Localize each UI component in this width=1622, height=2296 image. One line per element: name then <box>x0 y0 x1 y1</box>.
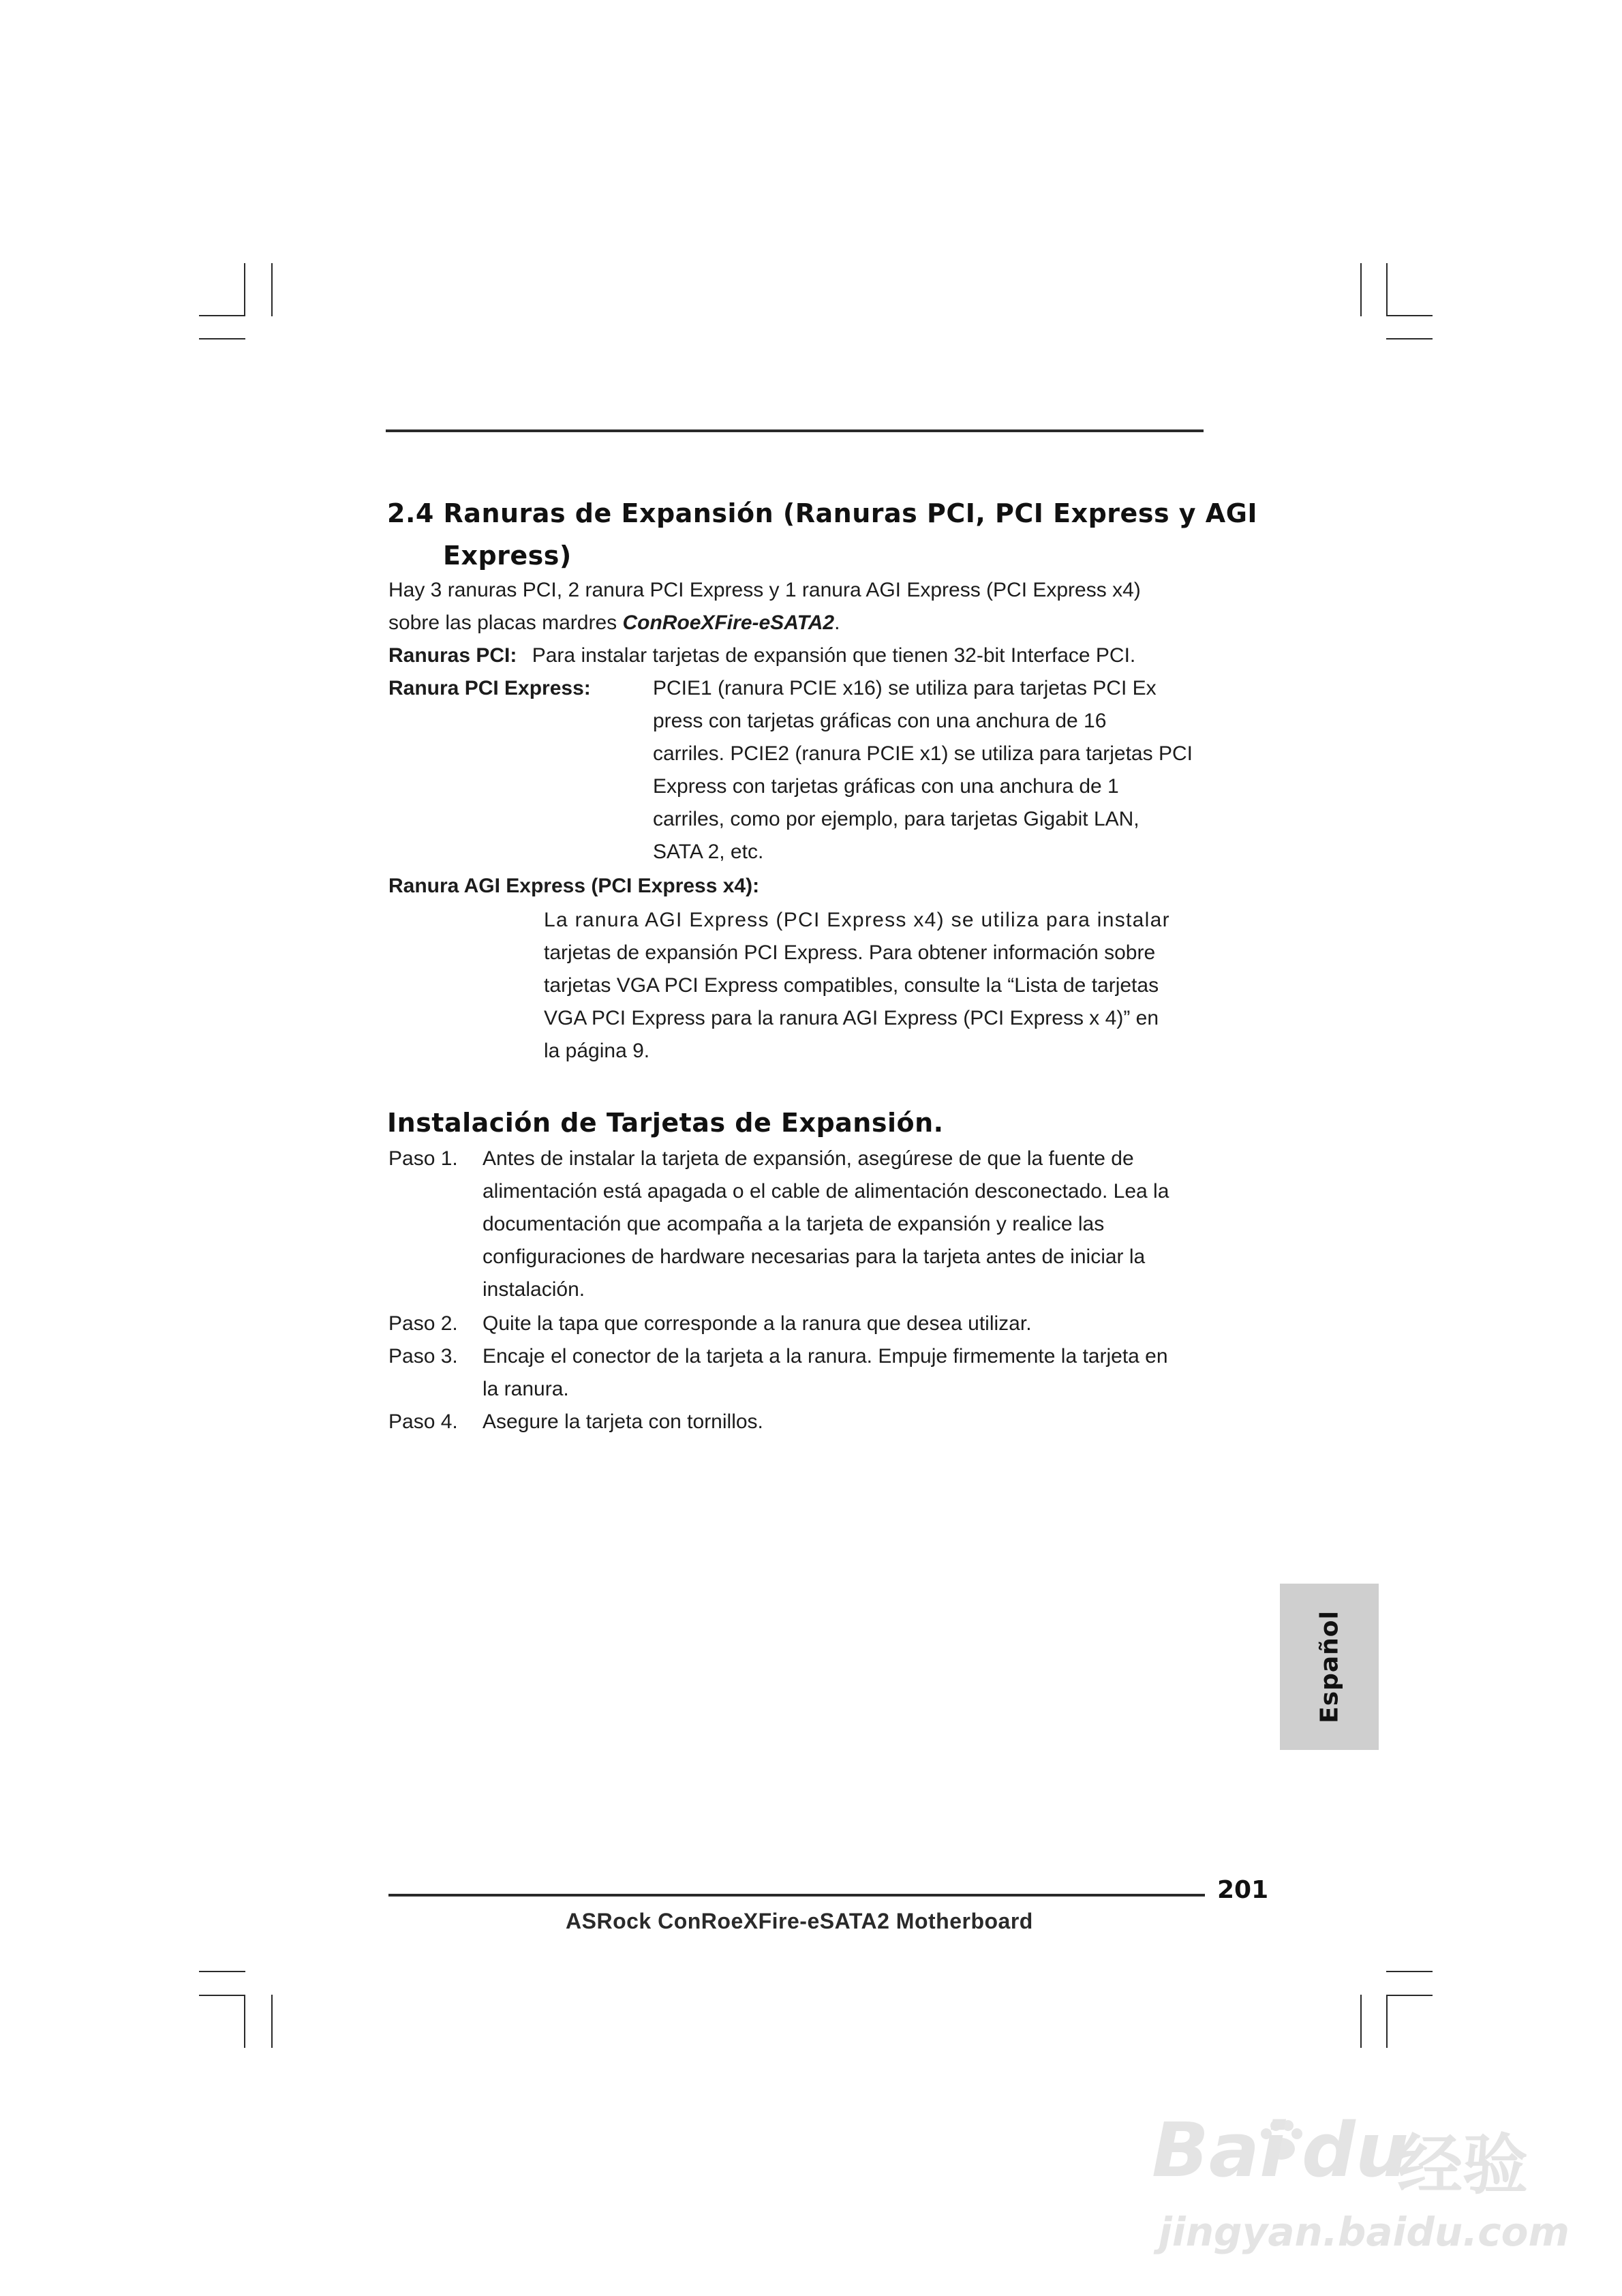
pci-item <box>388 639 1135 672</box>
pcie-label: Ranura PCI Express: <box>388 677 591 699</box>
step-text <box>483 1308 1032 1340</box>
step-item <box>388 1308 458 1340</box>
step-label: Paso 1. <box>388 1147 458 1170</box>
step-line: configuraciones de hardware necesarias para la tarjeta antes de iniciar la <box>483 1245 1146 1268</box>
crop-mark <box>199 338 245 339</box>
watermark-url: jingyan.baidu.com <box>1159 2209 1570 2255</box>
footer-rule <box>388 1894 1205 1897</box>
crop-mark <box>271 1995 273 2048</box>
pcie-line: Express con tarjetas gráficas con una anchura de 1 <box>653 775 1119 798</box>
crop-mark <box>199 1995 245 1996</box>
watermark-brand: Bai <box>1152 2106 1285 2194</box>
step-text <box>483 1143 1169 1306</box>
step-label: Paso 4. <box>388 1410 458 1433</box>
step-line: alimentación está apagada o el cable de alimentación desconectado. Lea la <box>483 1180 1169 1203</box>
pcie-line: press con tarjetas gráficas con una anchura de 16 <box>653 710 1107 732</box>
step-line: Asegure la tarjeta con tornillos. <box>483 1410 763 1433</box>
pcie-line: SATA 2, etc. <box>653 841 764 863</box>
step-item <box>388 1340 458 1373</box>
agi-line: La ranura AGI Express (PCI Express x4) se utiliza para instalar <box>544 909 1170 931</box>
pci-text: Para instalar tarjetas de expansión que tienen 32-bit Interface PCI. <box>532 644 1136 667</box>
watermark-cn: 经验 <box>1397 2127 1528 2203</box>
crop-mark <box>1386 315 1433 316</box>
model-name: ConRoeXFire-eSATA2 <box>622 611 835 634</box>
intro-line: Hay 3 ranuras PCI, 2 ranura PCI Express y 1 ranura AGI Express (PCI Express x4) <box>388 579 1141 601</box>
step-line: Quite la tapa que corresponde a la ranura que desea utilizar. <box>483 1312 1032 1335</box>
footer-text: ASRock ConRoeXFire-eSATA2 Motherboard <box>566 1909 1033 1933</box>
step-item <box>388 1406 458 1438</box>
crop-mark <box>1360 1995 1362 2048</box>
language-tab-label: Español <box>1315 1610 1343 1723</box>
agi-line: tarjetas VGA PCI Express compatibles, consulte la “Lista de tarjetas <box>544 974 1159 997</box>
crop-mark <box>244 263 245 316</box>
crop-mark <box>1386 338 1433 339</box>
section-title-line1: 2.4 Ranuras de Expansión (Ranuras PCI, PCI Express y AGI <box>387 498 1258 528</box>
pcie-line: carriles. PCIE2 (ranura PCIE x1) se utiliza para tarjetas PCI <box>653 742 1193 765</box>
page-number: 201 <box>1217 1876 1269 1904</box>
step-line: instalación. <box>483 1278 585 1301</box>
crop-mark <box>1360 263 1362 316</box>
watermark <box>1152 2093 1570 2263</box>
step-label: Paso 2. <box>388 1312 458 1335</box>
crop-mark <box>1386 1971 1433 1972</box>
step-line: la ranura. <box>483 1378 569 1400</box>
agi-line: la página 9. <box>544 1040 650 1062</box>
agi-line: VGA PCI Express para la ranura AGI Express (PCI Express x 4)” en <box>544 1007 1159 1029</box>
crop-mark <box>271 263 273 316</box>
watermark-brand-du: du <box>1302 2106 1409 2194</box>
pcie-line: carriles, como por ejemplo, para tarjetas Gigabit LAN, <box>653 808 1139 830</box>
agi-label: Ranura AGI Express (PCI Express x4): <box>388 875 760 897</box>
intro-text: . <box>834 611 840 634</box>
section-title <box>387 492 1257 577</box>
crop-mark <box>1386 1995 1433 1996</box>
pci-label: Ranuras PCI: <box>388 644 517 667</box>
agi-line: tarjetas de expansión PCI Express. Para obtener información sobre <box>544 941 1156 964</box>
step-text <box>483 1340 1168 1406</box>
step-label: Paso 3. <box>388 1345 458 1368</box>
pcie-text <box>653 672 1193 868</box>
section-title-line2: Express) <box>443 541 572 571</box>
step-line: documentación que acompaña a la tarjeta de expansión y realice las <box>483 1213 1105 1235</box>
crop-mark <box>199 315 245 316</box>
crop-mark <box>1386 1995 1388 2048</box>
crop-mark <box>199 1971 245 1972</box>
step-item <box>388 1143 458 1175</box>
agi-text <box>544 904 1170 1068</box>
intro-line <box>388 607 840 639</box>
language-tab <box>1280 1584 1379 1750</box>
pcie-line: PCIE1 (ranura PCIE x16) se utiliza para tarjetas PCI Ex <box>653 677 1157 699</box>
step-line: Encaje el conector de la tarjeta a la ranura. Empuje firmemente la tarjeta en <box>483 1345 1168 1368</box>
crop-mark <box>244 1995 245 2048</box>
header-rule <box>386 429 1204 432</box>
step-line: Antes de instalar la tarjeta de expansión, asegúrese de que la fuente de <box>483 1147 1134 1170</box>
step-text <box>483 1406 763 1438</box>
install-title: Instalación de Tarjetas de Expansión. <box>387 1108 944 1138</box>
intro-text: sobre las placas mardres <box>388 611 623 634</box>
crop-mark <box>1386 263 1388 316</box>
